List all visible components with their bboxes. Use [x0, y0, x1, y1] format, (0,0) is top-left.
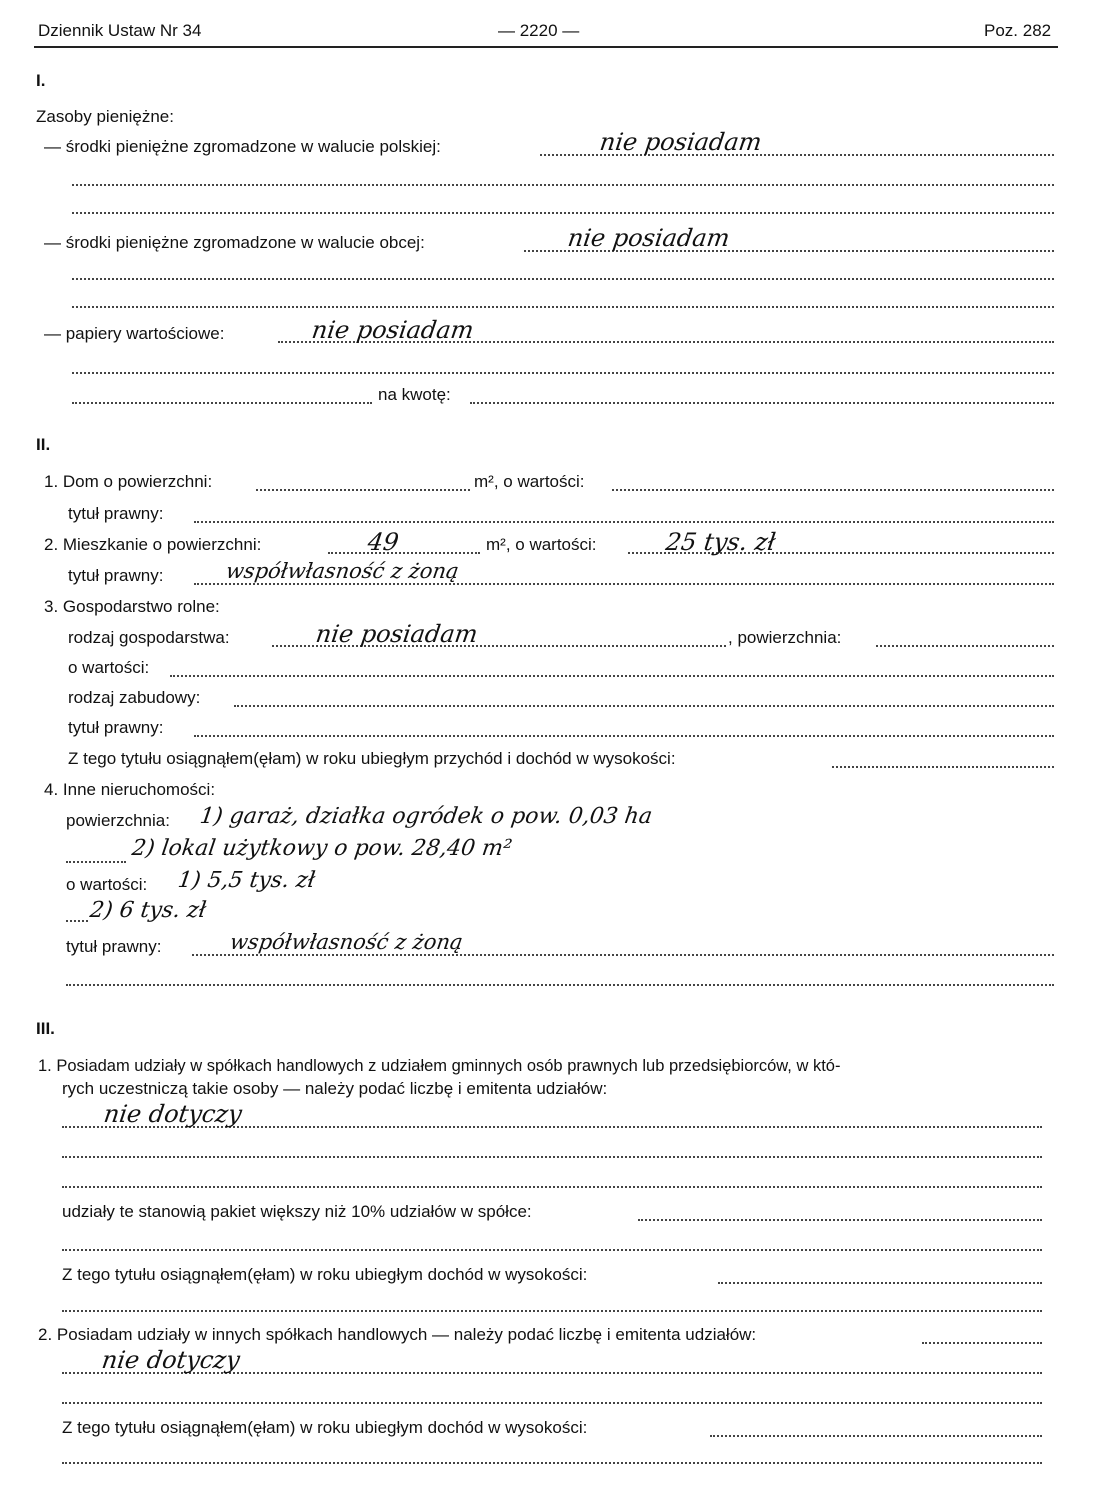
- other-area-label: powierzchnia:: [66, 811, 170, 830]
- shares1-income-line: [718, 1282, 1042, 1284]
- farm-income-line: [832, 766, 1054, 768]
- header-rule: [34, 46, 1058, 48]
- foreign-funds-line-2: [72, 278, 1054, 280]
- shares2-income-line-2: [62, 1462, 1042, 1464]
- package-line: [638, 1219, 1042, 1221]
- house-value-line: [612, 489, 1054, 491]
- flat-title-label: tytuł prawny:: [68, 566, 164, 585]
- farm-buildings-label: rodzaj zabudowy:: [68, 688, 201, 707]
- farm-income-label: Z tego tytułu osiągnąłem(ęłam) w roku ubiegłym przychód i dochód w wysokości:: [68, 749, 676, 768]
- other-area-line-2: [66, 861, 126, 863]
- securities-value: nie posiadam: [310, 316, 476, 344]
- other-area-value-2: 2) lokal użytkowy o pow. 28,40 m²: [130, 836, 514, 861]
- farm-area-line: [876, 645, 1054, 647]
- farm-area-label: , powierzchnia:: [728, 628, 842, 647]
- section-1-title: Zasoby pieniężne:: [36, 107, 174, 126]
- farm-type-label: rodzaj gospodarstwa:: [68, 628, 230, 647]
- shares2-line-3: [62, 1402, 1042, 1404]
- other-value-label: o wartości:: [66, 875, 148, 894]
- shares1-income-line-2: [62, 1310, 1042, 1312]
- flat-title-value: współwłasność z żoną: [224, 559, 461, 583]
- shares2-income-line: [710, 1435, 1042, 1437]
- other-title-line-2: [66, 984, 1054, 986]
- flat-label: 2. Mieszkanie o powierzchni:: [44, 535, 262, 554]
- other-value-2: 2) 6 tys. zł: [88, 898, 208, 923]
- other-title-label: tytuł prawny:: [66, 937, 162, 956]
- foreign-funds-label: — środki pieniężne zgromadzone w walucie obcej:: [44, 233, 425, 252]
- other-value-line-2: [66, 920, 88, 922]
- flat-value: 25 tys. zł: [664, 528, 778, 556]
- shares2-label: 2. Posiadam udziały w innych spółkach handlowych — należy podać liczbę i emitenta udziałów:: [38, 1325, 757, 1344]
- shares2-line: [922, 1342, 1042, 1344]
- section-1-numeral: I.: [36, 71, 46, 90]
- other-property-label: 4. Inne nieruchomości:: [44, 780, 216, 799]
- flat-area-line: [328, 552, 480, 554]
- other-title-value: współwłasność z żoną: [228, 930, 465, 954]
- shares1-line-3: [62, 1186, 1042, 1188]
- amount-line: [470, 402, 1054, 404]
- section-2-numeral: II.: [36, 435, 51, 454]
- pln-funds-label: — środki pieniężne zgromadzone w walucie polskiej:: [44, 137, 441, 156]
- farm-value-label: o wartości:: [68, 658, 150, 677]
- shares1-income-label: Z tego tytułu osiągnąłem(ęłam) w roku ubiegłym dochód w wysokości:: [62, 1265, 588, 1284]
- other-value-1: 1) 5,5 tys. zł: [176, 868, 317, 893]
- farm-value-line: [170, 675, 1054, 677]
- shares1-text-line-1: 1. Posiadam udziały w spółkach handlowych z udziałem gminnych osób prawnych lub przedsiębiorców, w któ-: [38, 1057, 841, 1075]
- flat-title-line: [194, 583, 1054, 585]
- securities-line-3: [72, 402, 372, 404]
- pln-funds-line-2: [72, 184, 1054, 186]
- other-area-value-1: 1) garaż, działka ogródek o pow. 0,03 ha: [198, 804, 654, 829]
- other-title-line: [192, 954, 1054, 956]
- pln-funds-line-3: [72, 212, 1054, 214]
- amount-label: na kwotę:: [378, 385, 451, 404]
- journal-title: Dziennik Ustaw Nr 34: [38, 21, 202, 40]
- shares1-value: nie dotyczy: [102, 1100, 244, 1128]
- flat-unit-label: m², o wartości:: [486, 535, 597, 554]
- securities-label: — papiery wartościowe:: [44, 324, 225, 343]
- shares2-value: nie dotyczy: [100, 1346, 242, 1374]
- package-label: udziały te stanowią pakiet większy niż 10% udziałów w spółce:: [62, 1202, 532, 1221]
- farm-label: 3. Gospodarstwo rolne:: [44, 597, 220, 616]
- house-area-line: [256, 489, 470, 491]
- shares2-income-label: Z tego tytułu osiągnąłem(ęłam) w roku ubiegłym dochód w wysokości:: [62, 1418, 588, 1437]
- farm-title-label: tytuł prawny:: [68, 718, 164, 737]
- shares1-text-line-2: rych uczestniczą takie osoby — należy podać liczbę i emitenta udziałów:: [62, 1079, 608, 1098]
- farm-type-value: nie posiadam: [314, 620, 480, 648]
- house-title-line: [194, 521, 1054, 523]
- position-number: Poz. 282: [984, 21, 1052, 40]
- farm-title-line: [194, 735, 1054, 737]
- shares1-line-2: [62, 1156, 1042, 1158]
- section-3-numeral: III.: [36, 1019, 55, 1038]
- securities-line-2: [72, 372, 1054, 374]
- pln-funds-value: nie posiadam: [598, 128, 764, 156]
- farm-buildings-line: [234, 705, 1054, 707]
- package-line-2: [62, 1249, 1042, 1251]
- foreign-funds-value: nie posiadam: [566, 224, 732, 252]
- page-number: — 2220 —: [498, 21, 580, 40]
- foreign-funds-line-3: [72, 306, 1054, 308]
- flat-area-value: 49: [366, 528, 401, 556]
- house-unit-label: m², o wartości:: [474, 472, 585, 491]
- house-label: 1. Dom o powierzchni:: [44, 472, 213, 491]
- house-title-label: tytuł prawny:: [68, 504, 164, 523]
